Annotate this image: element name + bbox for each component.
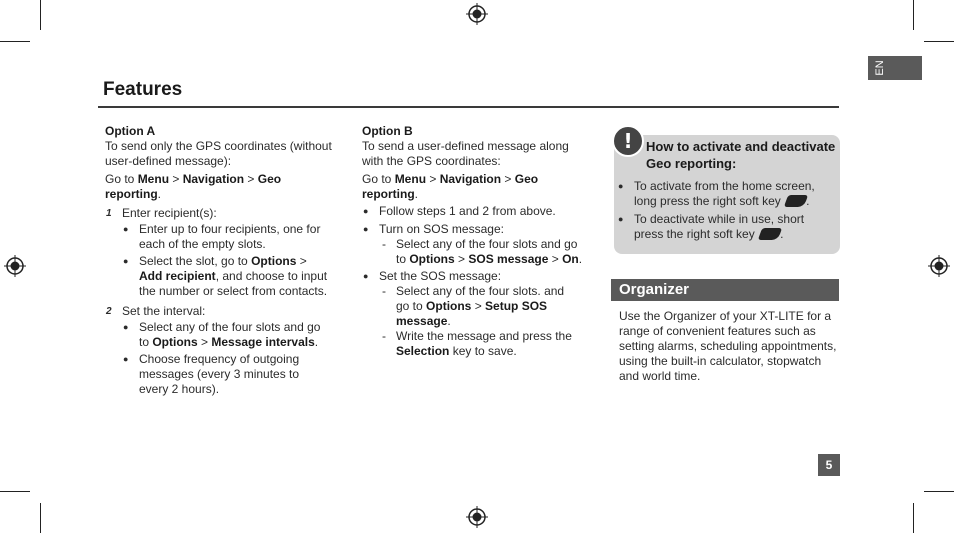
list-item: ● Select any of the four slots and go to Options > Message intervals. (139, 320, 329, 350)
crop-mark (40, 0, 41, 30)
option-b-goto: Go to Menu > Navigation > Geo reporting. (362, 172, 539, 201)
option-b-heading: Option B (362, 124, 413, 138)
list-item: ● Set the SOS message: (379, 269, 579, 284)
crop-mark (913, 503, 914, 533)
list-item: ● Turn on SOS message: (379, 222, 579, 237)
registration-mark-icon (4, 255, 26, 277)
option-a-heading: Option A (105, 124, 156, 138)
crop-mark (0, 41, 30, 42)
sub-list-item: - Write the message and press the Selection key to save. (396, 329, 576, 359)
language-tab (868, 56, 922, 80)
crop-mark (40, 503, 41, 533)
note-item: ● To activate from the home screen, long press the right soft key . (634, 179, 832, 209)
organizer-header (611, 279, 839, 301)
note-title: How to activate and deactivate Geo reporting: (646, 139, 836, 171)
list-item: ● Enter up to four recipients, one for each of the empty slots. (139, 222, 329, 252)
organizer-heading: Organizer (619, 281, 690, 298)
step-2: Set the interval: (122, 304, 206, 318)
list-item: ● Follow steps 1 and 2 from above. (379, 204, 579, 219)
note-item: ● To deactivate while in use, short press the right soft key . (634, 212, 832, 242)
page-title: Features (103, 79, 183, 100)
organizer-body: Use the Organizer of your XT-LITE for a range of convenient features such as setting alarms, scheduling appointments, using the built-in calculator, stopwatch and world time. (619, 309, 837, 383)
registration-mark-icon (466, 506, 488, 528)
registration-mark-icon (928, 255, 950, 277)
option-b-column (362, 124, 577, 202)
option-a-goto: Go to Menu > Navigation > Geo reporting. (105, 172, 282, 201)
crop-mark (924, 491, 954, 492)
language-tab-label: EN (874, 60, 886, 76)
option-a-column (105, 124, 333, 202)
crop-mark (924, 41, 954, 42)
step-number: 2 (106, 306, 112, 317)
crop-mark (913, 0, 914, 30)
step-1: Enter recipient(s): (122, 206, 217, 220)
soft-key-icon (784, 195, 808, 207)
list-item: ● Select the slot, go to Options > Add recipient, and choose to input the number or select from contacts. (139, 254, 331, 299)
sub-list-item: - Select any of the four slots and go to Options > SOS message > On. (396, 237, 586, 267)
title-divider (98, 106, 839, 108)
crop-mark (0, 491, 30, 492)
page-number: 5 (818, 454, 840, 476)
registration-mark-icon (466, 3, 488, 25)
list-item: ● Choose frequency of outgoing messages (every 3 minutes to every 2 hours). (139, 352, 319, 397)
sub-list-item: - Select any of the four slots. and go to Options > Setup SOS message. (396, 284, 574, 329)
step-number: 1 (106, 208, 112, 219)
soft-key-icon (758, 228, 782, 240)
option-b-desc: To send a user-defined message along with the GPS coordinates: (362, 139, 569, 168)
exclamation-icon: ! (612, 125, 644, 157)
option-a-desc: To send only the GPS coordinates (without user-defined message): (105, 139, 332, 168)
